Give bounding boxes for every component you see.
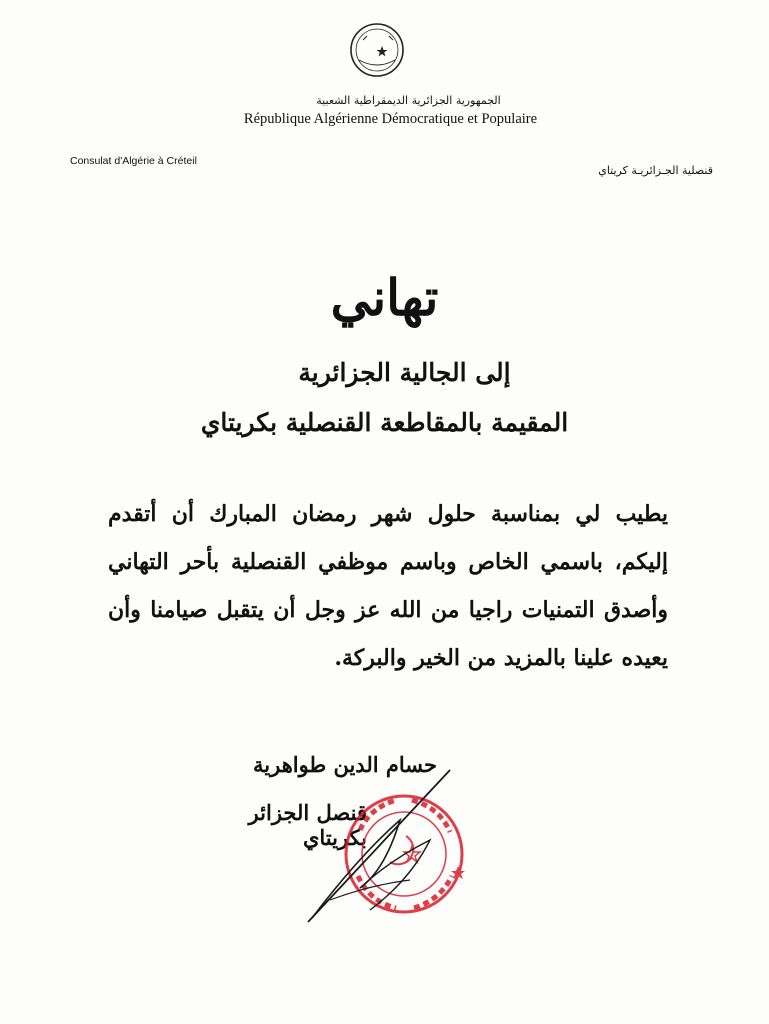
signatory-title: قنصل الجزائر بكريتاي xyxy=(248,800,367,850)
consulate-name-arabic: قنصلية الجـزائريـة كريتاي xyxy=(598,164,713,177)
addressee-line-1: إلى الجالية الجزائرية xyxy=(298,358,511,387)
handwritten-signature xyxy=(300,760,470,930)
republic-name-arabic: الجمهورية الجزائرية الديمقراطية الشعبية xyxy=(316,94,501,107)
algeria-emblem-icon xyxy=(349,22,405,78)
republic-name-french: République Algérienne Démocratique et Populaire xyxy=(243,111,538,127)
consulate-name-french: Consulat d'Algérie à Créteil xyxy=(70,155,197,167)
signatory-name: حسام الدين طواهرية xyxy=(253,752,437,777)
letter-title: تهاني xyxy=(330,268,439,327)
addressee-line-2: المقيمة بالمقاطعة القنصلية بكريتاي xyxy=(200,408,569,437)
letter-body xyxy=(108,490,668,682)
letter-body-text: يطيب لي بمناسبة حلول شهر رمضان المبارك أن أتقدم إليكم، باسمي الخاص وباسم موظفي القنصلية بأحر التهاني وأصدق التمنيات راجيا من الله عز وجل أن يتقبل صيامنا وأن يعيده علينا بالمزيد من الخير والبركة. xyxy=(108,501,668,671)
